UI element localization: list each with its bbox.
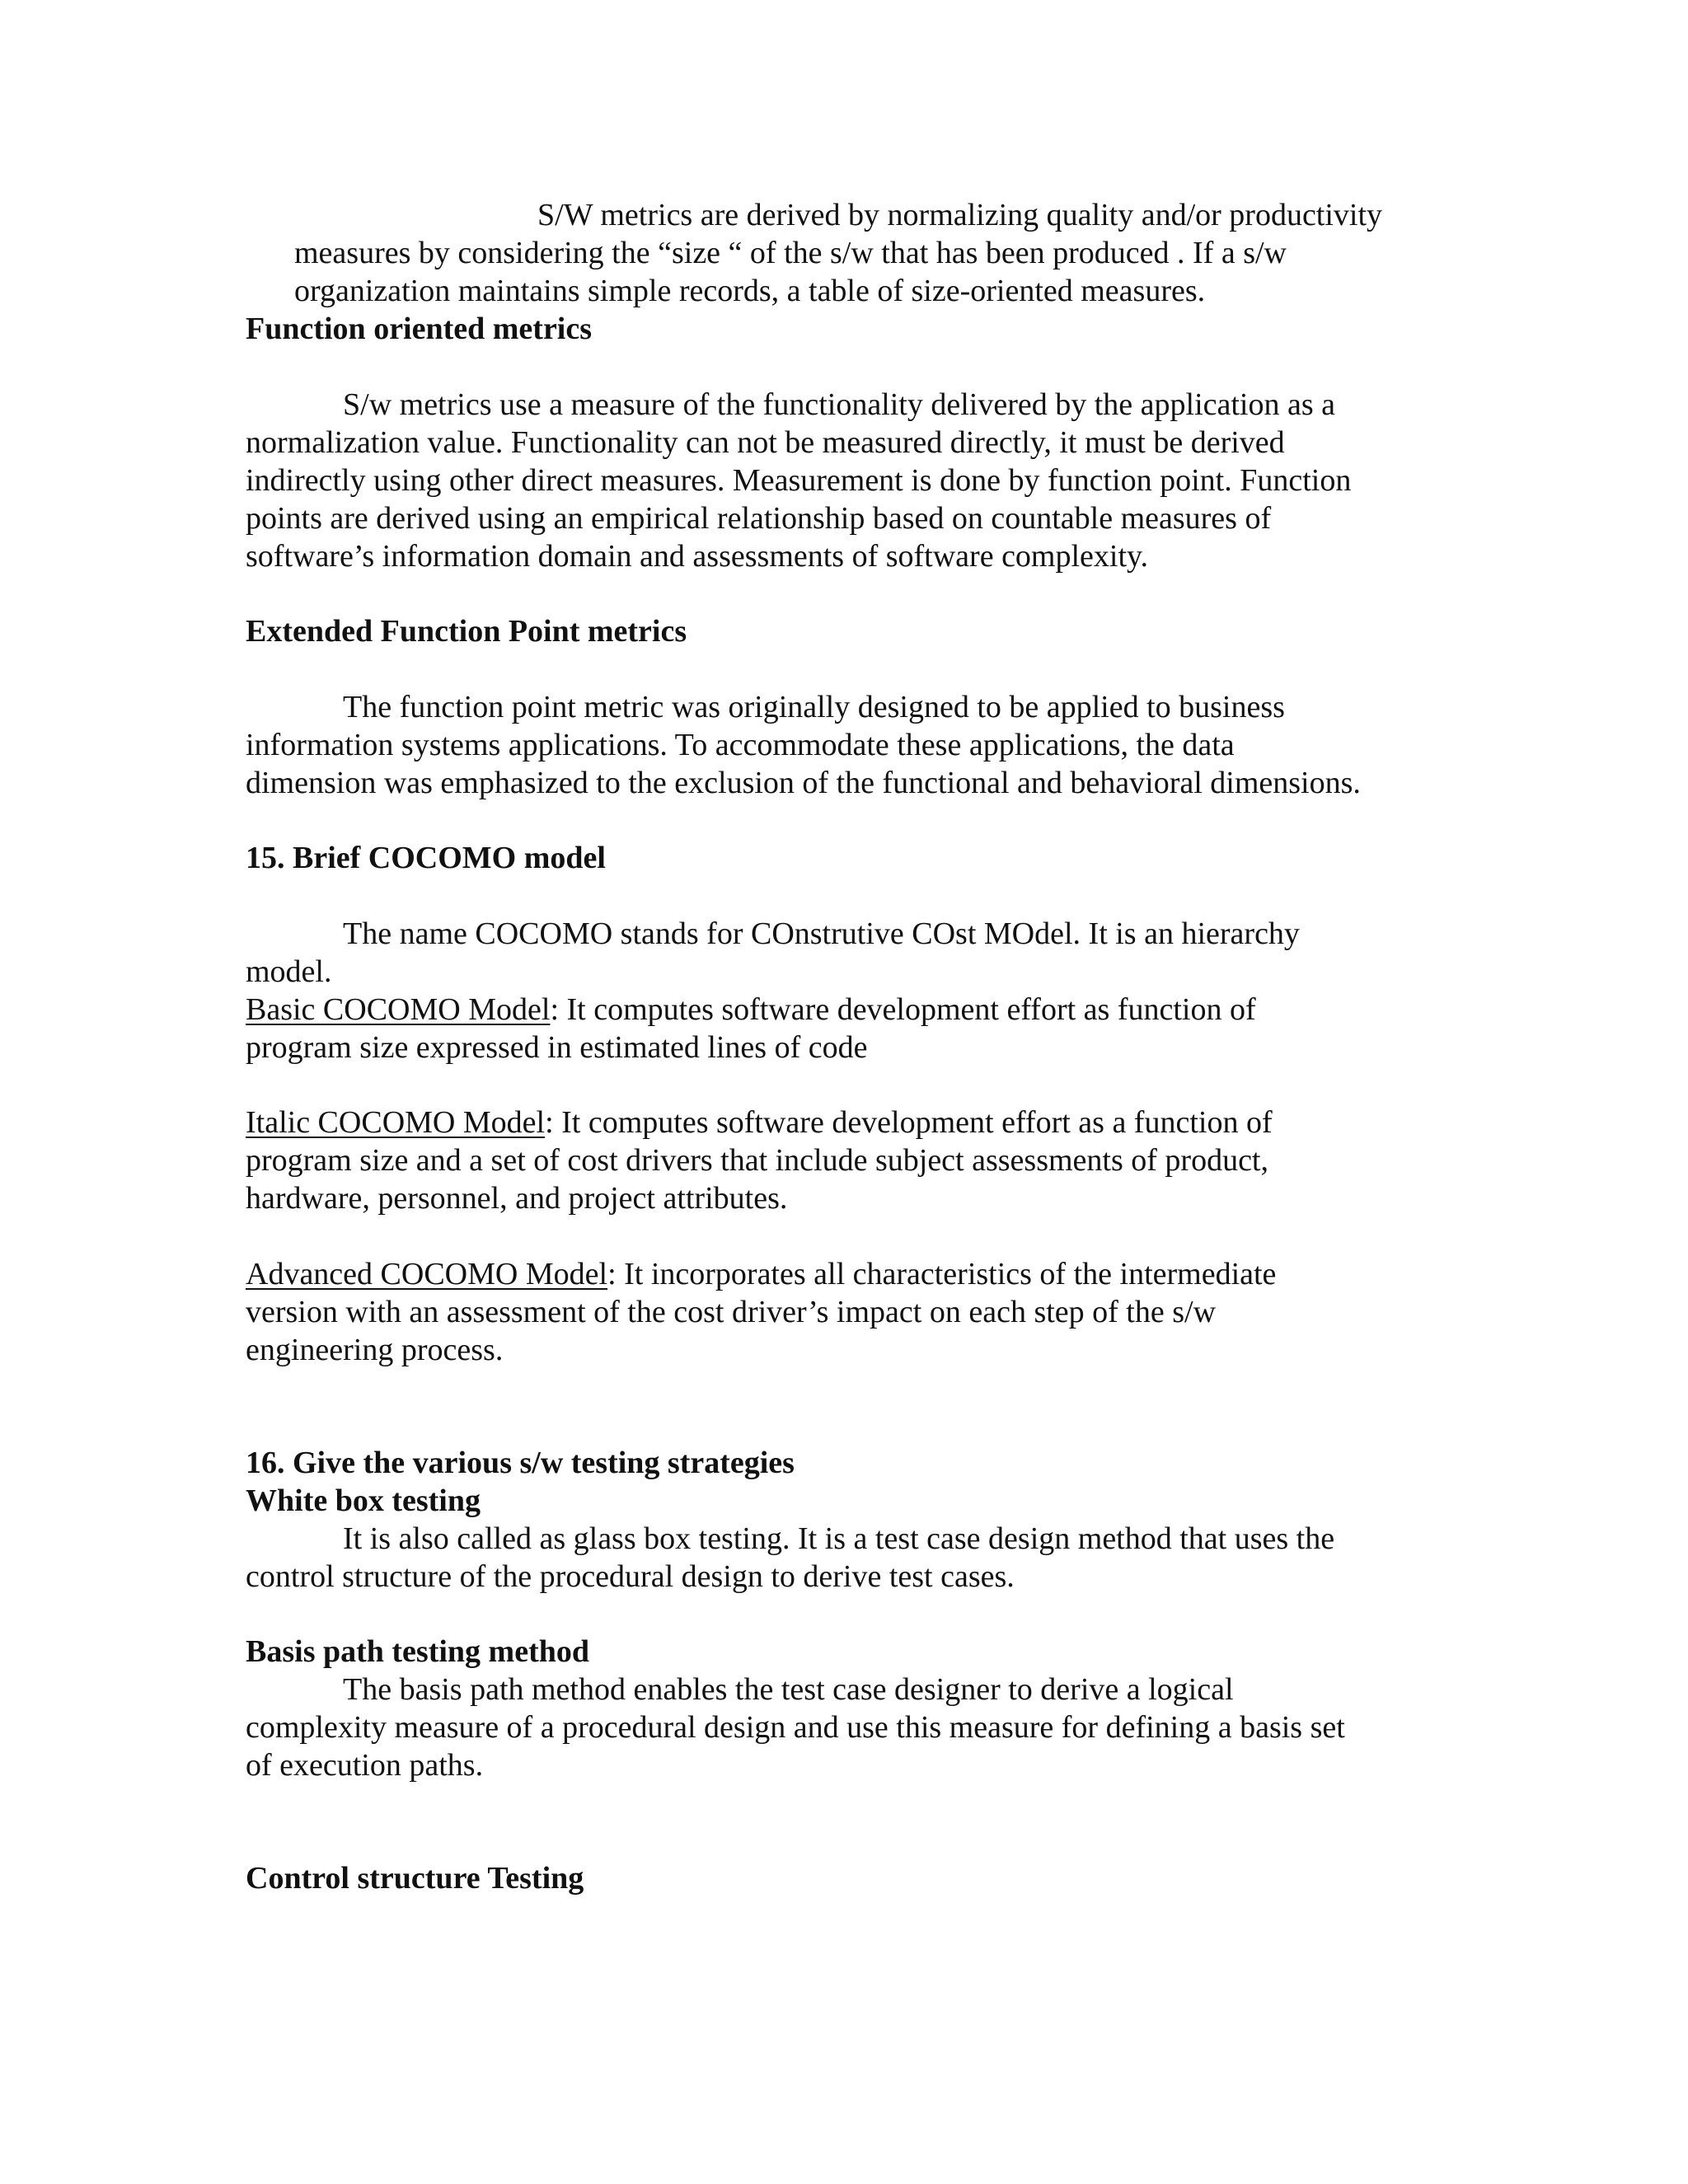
cocomo-intro-line-1: The name COCOMO stands for COnstrutive COst MOdel. It is an hierarchy (343, 916, 1300, 951)
function-oriented-line-5: software’s information domain and assessments of software complexity. (246, 539, 1149, 574)
advanced-cocomo-line-3: engineering process. (246, 1333, 504, 1367)
basis-path-line-2: complexity measure of a procedural design and use this measure for defining a basis set (246, 1710, 1345, 1745)
intro-line-1: S/W metrics are derived by normalizing quality and/or productivity (537, 198, 1383, 232)
heading-testing-strategies: 16. Give the various s/w testing strategies (246, 1446, 795, 1480)
function-oriented-line-1: S/w metrics use a measure of the functionality delivered by the application as a (343, 387, 1335, 422)
heading-cocomo: 15. Brief COCOMO model (246, 841, 606, 875)
intro-line-3: organization maintains simple records, a table of size-oriented measures. (294, 274, 1206, 308)
advanced-cocomo-line-2: version with an assessment of the cost driver’s impact on each step of the s/w (246, 1295, 1217, 1329)
basic-cocomo-line-1 (246, 991, 1256, 1029)
advanced-cocomo-line-1 (246, 1255, 1276, 1293)
basic-cocomo-term: Basic COCOMO Model (246, 992, 551, 1027)
heading-extended-fp: Extended Function Point metrics (246, 614, 687, 649)
extended-fp-line-2: information systems applications. To accommodate these applications, the data (246, 728, 1235, 762)
extended-fp-line-1: The function point metric was originally designed to be applied to business (343, 690, 1285, 724)
italic-cocomo-line-2: program size and a set of cost drivers that include subject assessments of product, (246, 1143, 1268, 1178)
white-box-line-1: It is also called as glass box testing. It is a test case design method that uses the (343, 1521, 1335, 1556)
basis-path-line-3: of execution paths. (246, 1748, 484, 1783)
basic-cocomo-text: : It computes software development effort as function of (550, 992, 1256, 1027)
heading-control-structure: Control structure Testing (246, 1861, 584, 1896)
heading-function-oriented: Function oriented metrics (246, 312, 593, 346)
white-box-line-2: control structure of the procedural design to derive test cases. (246, 1559, 1015, 1594)
function-oriented-line-3: indirectly using other direct measures. Measurement is done by function point. Function (246, 463, 1352, 498)
italic-cocomo-term: Italic COCOMO Model (246, 1105, 546, 1140)
intro-line-2: measures by considering the “size “ of the s/w that has been produced . If a s/w (294, 236, 1287, 270)
italic-cocomo-line-3: hardware, personnel, and project attributes. (246, 1181, 788, 1216)
basis-path-line-1: The basis path method enables the test case designer to derive a logical (343, 1672, 1234, 1707)
cocomo-intro-line-2: model. (246, 954, 332, 989)
extended-fp-line-3: dimension was emphasized to the exclusion of the functional and behavioral dimensions. (246, 766, 1361, 800)
function-oriented-line-2: normalization value. Functionality can not be measured directly, it must be derived (246, 425, 1285, 460)
advanced-cocomo-term: Advanced COCOMO Model (246, 1257, 608, 1291)
function-oriented-line-4: points are derived using an empirical relationship based on countable measures of (246, 501, 1272, 536)
heading-basis-path: Basis path testing method (246, 1634, 589, 1669)
italic-cocomo-line-1 (246, 1104, 1273, 1141)
italic-cocomo-text: : It computes software development effort as a function of (545, 1105, 1273, 1140)
heading-white-box: White box testing (246, 1483, 481, 1518)
basic-cocomo-line-2: program size expressed in estimated lines of code (246, 1030, 868, 1065)
advanced-cocomo-text: : It incorporates all characteristics of the intermediate (607, 1257, 1277, 1291)
